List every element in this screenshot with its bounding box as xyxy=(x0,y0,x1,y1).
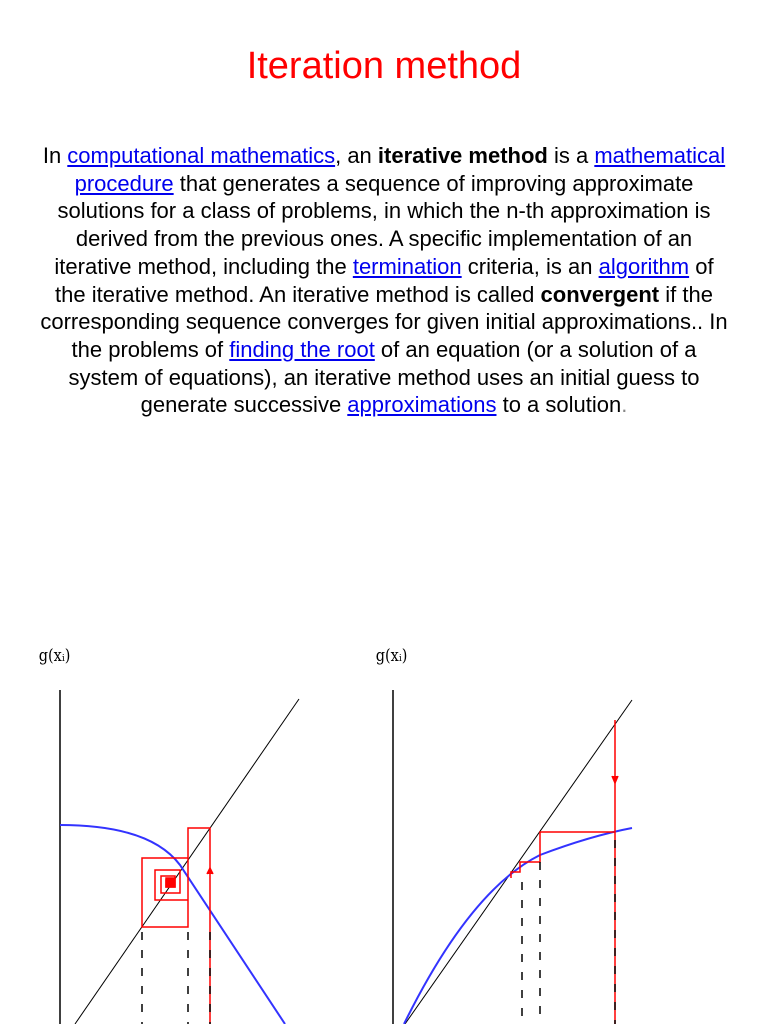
right-figure-y-label: g(xᵢ) xyxy=(375,646,408,666)
link-algorithm[interactable]: algorithm xyxy=(598,253,690,279)
text-segment: criteria, is an xyxy=(461,253,599,279)
right-g-curve xyxy=(404,828,632,1024)
link-computational-mathematics[interactable]: computational mathematics xyxy=(67,143,336,168)
right-identity-line xyxy=(405,700,632,1024)
bold-term-convergent: convergent xyxy=(540,281,660,307)
text-segment: that generates a sequence of improving approximate solutions for a class of problems, in which the n-th approximation is derived from the previous ones. A specific implementation of an iterative method, including the xyxy=(54,170,711,279)
text-segment: In xyxy=(42,143,68,168)
right-figure xyxy=(393,690,632,1024)
left-identity-line xyxy=(75,699,299,1024)
text-segment: of the iterative method. An iterative method is called xyxy=(55,253,714,307)
left-figure xyxy=(60,690,299,1024)
right-cobweb xyxy=(511,720,618,1024)
text-segment: if the corresponding sequence converges for given initial approximations.. In the problems of xyxy=(40,281,728,362)
text-segment: , an xyxy=(335,143,378,168)
text-segment: . xyxy=(621,392,628,418)
left-cobweb xyxy=(142,828,213,1024)
link-finding-the-root[interactable]: finding the root xyxy=(229,336,375,362)
text-segment: is a xyxy=(547,143,595,168)
link-mathematical-procedure[interactable]: mathematical procedure xyxy=(74,143,726,196)
right-dashed-guides xyxy=(522,840,615,1024)
slide-title: Iteration method xyxy=(246,45,522,87)
left-g-curve xyxy=(60,825,285,1024)
text-segment: to a solution xyxy=(496,392,622,418)
bold-term-iterative-method: iterative method xyxy=(377,143,548,168)
left-figure-y-label: g(xᵢ) xyxy=(38,646,71,666)
left-dashed-guides xyxy=(142,932,210,1024)
link-approximations[interactable]: approximations xyxy=(347,392,497,418)
link-termination[interactable]: termination xyxy=(352,253,462,279)
text-segment: of an equation (or a solution of a system of equations), an iterative method uses an initial guess to generate successive xyxy=(68,336,700,418)
